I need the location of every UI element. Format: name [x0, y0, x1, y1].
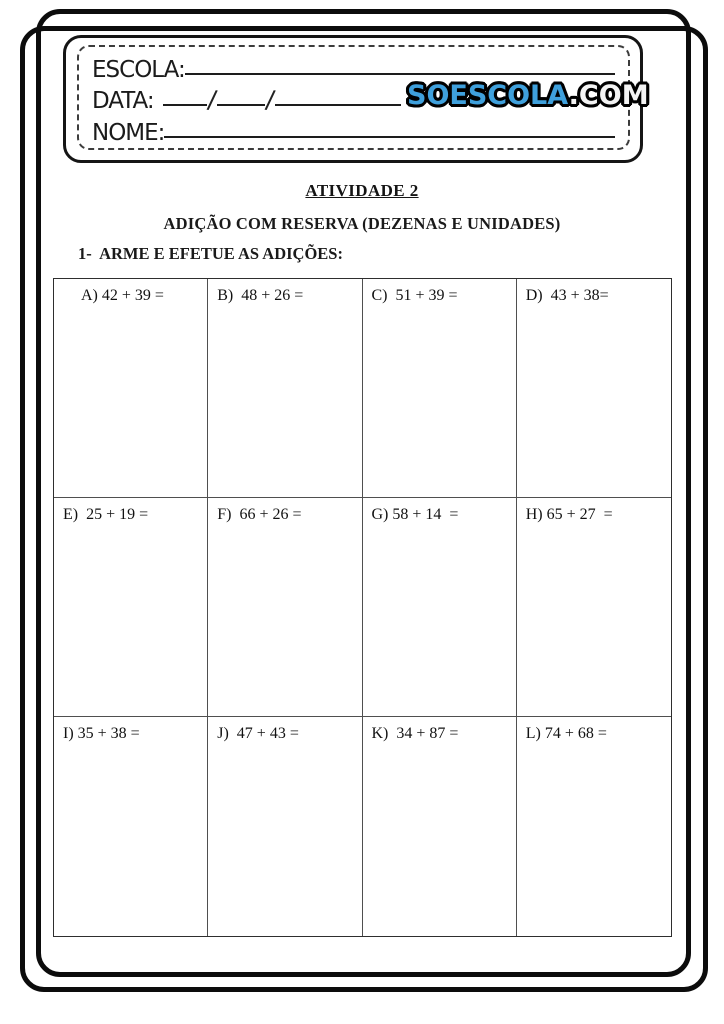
date-slash-icon: / — [205, 84, 219, 115]
escola-label: ESCOLA: — [92, 56, 185, 83]
problem-cell-g: G) 58 + 14 = — [363, 498, 517, 717]
student-info-box — [63, 35, 649, 163]
nome-blank-line — [164, 136, 615, 138]
date-day-blank-line — [163, 104, 207, 106]
problem-cell-k: K) 34 + 87 = — [363, 717, 517, 936]
nome-label: NOME: — [92, 119, 165, 146]
logo-suffix: .COM — [568, 80, 649, 111]
date-month-blank-line — [217, 104, 265, 106]
problems-table — [53, 278, 672, 937]
activity-subtitle: ADIÇÃO COM RESERVA (DEZENAS E UNIDADES) — [163, 214, 561, 233]
escola-blank-line — [185, 73, 615, 75]
problem-cell-a: A) 42 + 39 = — [54, 279, 208, 498]
problem-cell-e: E) 25 + 19 = — [54, 498, 208, 717]
problem-cell-d: D) 43 + 38= — [517, 279, 671, 498]
problem-cell-j: J) 47 + 43 = — [208, 717, 362, 936]
exercise-instruction: 1- ARME E EFETUE AS ADIÇÕES: — [78, 244, 343, 263]
escola-field-row — [92, 50, 615, 82]
logo-main: SOESCOLA — [407, 80, 569, 111]
soescola-logo — [407, 82, 649, 109]
problem-cell-i: I) 35 + 38 = — [54, 717, 208, 936]
problem-cell-f: F) 66 + 26 = — [208, 498, 362, 717]
date-year-blank-line — [275, 104, 401, 106]
problem-cell-h: H) 65 + 27 = — [517, 498, 671, 717]
date-slash-icon: / — [264, 84, 277, 115]
problem-cell-c: C) 51 + 39 = — [363, 279, 517, 498]
data-label: DATA: — [92, 88, 154, 115]
activity-title: ATIVIDADE 2 — [305, 181, 419, 200]
nome-field-row — [92, 113, 615, 145]
problem-cell-l: L) 74 + 68 = — [525, 725, 607, 742]
problem-cell-b: B) 48 + 26 = — [208, 279, 362, 498]
